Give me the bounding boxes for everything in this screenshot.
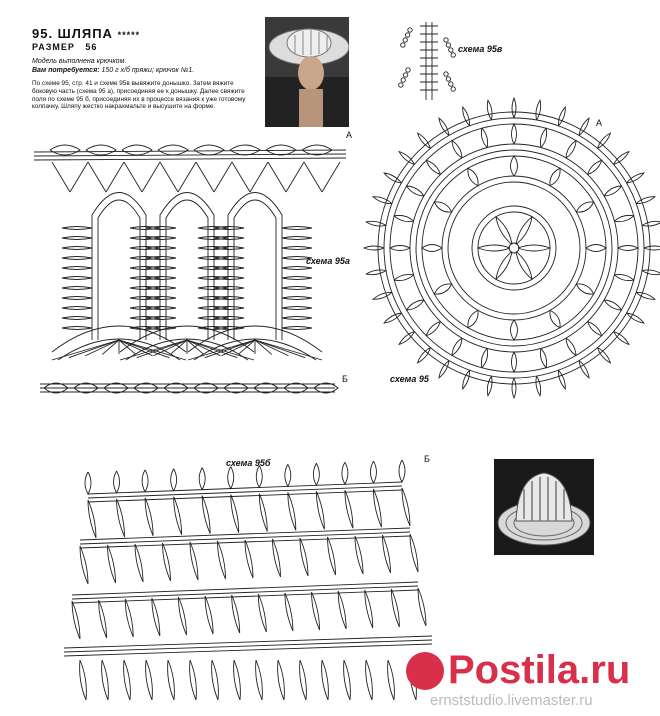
brim-petal (228, 467, 234, 489)
brim-petal (285, 464, 291, 486)
brim-petal (80, 660, 87, 700)
outer-petal (439, 361, 449, 378)
instructions-text: По схеме 95, стр. 41 и схеме 95в вывяжите донышко. Затем вяжите боковую часть (схема 95 а), присоединяя ее к донышку. Далее свяжите поля по схеме 95 б, присоединяя их в процессе вязания к уже готовому колпачку. Шляпу жестко накрахмальте и высушите на форме. (32, 80, 246, 111)
side-stitch (282, 287, 312, 290)
outer-petal (627, 173, 644, 183)
top-petal (50, 145, 80, 155)
materials-line: Вам потребуется: 150 г х/б пряжи; крючок №1. (32, 67, 195, 74)
side-stitch (198, 267, 228, 270)
side-stitch (62, 297, 92, 300)
picot (446, 77, 450, 81)
side-stitch (130, 257, 160, 260)
mid-petal (512, 352, 517, 372)
watermark-site: ernststudio.livemaster.ru (430, 692, 593, 709)
side-stitch (282, 227, 312, 230)
outer-petal (642, 221, 660, 226)
picot (451, 87, 455, 91)
brim-petal (300, 660, 307, 700)
picot (451, 53, 455, 57)
brim-petal (256, 660, 263, 700)
connector (322, 162, 340, 192)
picot (405, 33, 409, 37)
side-stitch (198, 287, 228, 290)
brim-petal (142, 470, 148, 492)
brim-petal (85, 472, 91, 494)
brim-petal (178, 597, 186, 635)
brim-petal (205, 596, 213, 634)
outer-petal (366, 221, 386, 226)
band-line (34, 158, 346, 160)
side-stitch (130, 277, 160, 280)
ring (384, 118, 644, 378)
side-stitch (62, 277, 92, 280)
brim-petal (114, 471, 120, 493)
ring (442, 176, 586, 320)
picot (446, 43, 450, 47)
size-line: РАЗМЕР 56 (32, 42, 98, 52)
fan-ray (255, 340, 289, 356)
side-stitch (282, 327, 312, 330)
top-petal (122, 145, 152, 155)
connector (304, 162, 322, 192)
picot (406, 68, 410, 72)
side-stitch (62, 267, 92, 270)
mid-petal (390, 246, 410, 251)
brim-petal (218, 541, 226, 579)
outer-petal (636, 197, 655, 204)
brim-petal (342, 462, 348, 484)
brim-petal (108, 545, 116, 583)
brim-petal (212, 660, 219, 700)
connector (196, 162, 214, 192)
brim-petal (168, 660, 175, 700)
ring (448, 182, 580, 314)
mid-petal (614, 215, 633, 221)
mid-petal (566, 141, 576, 158)
picot (449, 82, 453, 86)
mid-petal (604, 186, 621, 196)
inner-petal (586, 245, 606, 252)
side-stitch (62, 237, 92, 240)
connector (88, 162, 106, 192)
side-stitch (198, 237, 228, 240)
side-stitch (130, 237, 160, 240)
picot (401, 43, 405, 47)
brim-petal (383, 535, 391, 573)
side-stitch (282, 307, 312, 310)
brim-petal (366, 660, 373, 700)
outer-petal (439, 118, 449, 135)
picot (403, 38, 407, 42)
center-petal (516, 251, 532, 279)
connector (124, 162, 142, 192)
mid-petal (426, 322, 440, 336)
brim-petal (288, 492, 296, 530)
mid-petal (452, 141, 462, 158)
brim-petal (344, 660, 351, 700)
side-stitch (62, 247, 92, 250)
mid-petal (426, 160, 440, 174)
side-stitch (198, 277, 228, 280)
brim-petal (117, 499, 125, 537)
mid-petal (618, 246, 638, 251)
pattern-title: 95. ШЛЯПА ***** (32, 26, 141, 41)
side-stitch (62, 287, 92, 290)
mid-petal (407, 186, 424, 196)
marker-a-95: А (596, 118, 603, 128)
mid-petal (452, 338, 462, 355)
brim-petal (365, 590, 373, 628)
outer-petal (366, 270, 386, 275)
picot (408, 28, 412, 32)
outer-petal (487, 100, 492, 120)
schema-95b-label: схема 95б (226, 458, 271, 468)
picot (403, 73, 407, 77)
brim-petal (322, 660, 329, 700)
brim-petal (259, 493, 267, 531)
inner-petal (576, 202, 593, 212)
brim-petal (72, 601, 80, 639)
ring (390, 124, 638, 372)
outer-petal (512, 98, 516, 118)
schema-95-label: схема 95 (390, 374, 429, 384)
outer-petal (579, 118, 589, 135)
outer-petal (636, 292, 655, 299)
top-petal (86, 145, 116, 155)
schema-95v-label: схема 95в (458, 44, 503, 54)
brim-petal (388, 660, 395, 700)
inner-petal (434, 284, 451, 294)
top-petal (230, 145, 260, 155)
band-line (34, 154, 346, 156)
connector (286, 162, 304, 192)
inner-petal (511, 320, 518, 340)
brim-petal (245, 540, 253, 578)
connector (214, 162, 232, 192)
mid-petal (394, 274, 413, 280)
side-stitch (62, 317, 92, 320)
outer-petal (512, 378, 516, 398)
mid-petal (481, 348, 487, 367)
connector (142, 162, 160, 192)
brim-petal (145, 498, 153, 536)
brim-petal (102, 660, 109, 700)
watermark-brand: Postila.ru (448, 648, 631, 692)
center-petal (518, 245, 550, 251)
postila-logo-icon (406, 652, 444, 690)
outer-petal (463, 370, 470, 389)
inner-petal (550, 168, 560, 185)
fan-ray (255, 340, 322, 360)
mid-petal (394, 215, 413, 221)
side-stitch (282, 267, 312, 270)
brim-petal (124, 660, 131, 700)
outer-petal (558, 370, 565, 389)
brim-petal (391, 589, 399, 627)
outer-petal (364, 246, 384, 250)
brim-petal (338, 591, 346, 629)
brim-petal (174, 497, 182, 535)
side-stitch (282, 317, 312, 320)
connector (268, 162, 286, 192)
brim-petal (278, 660, 285, 700)
ring (422, 156, 606, 340)
side-stitch (62, 257, 92, 260)
brim-petal (231, 495, 239, 533)
mid-petal (512, 124, 517, 144)
side-stitch (130, 297, 160, 300)
connector (52, 162, 70, 192)
outer-petal (384, 313, 401, 323)
side-stitch (198, 257, 228, 260)
outer-petal (536, 100, 541, 120)
brim-petal (399, 460, 405, 482)
side-stitch (282, 297, 312, 300)
band-line (34, 150, 346, 152)
picot (444, 38, 448, 42)
outer-petal (642, 270, 660, 275)
brim-petal (410, 534, 418, 572)
fan-ray (86, 340, 120, 356)
brim-petal (258, 594, 266, 632)
brim-petal (163, 543, 171, 581)
brim-petal (202, 496, 210, 534)
brim-petal (316, 491, 324, 529)
brim-petal (88, 500, 96, 538)
inner-petal (468, 310, 478, 327)
brim-petal (402, 488, 410, 526)
inner-petal (468, 168, 478, 185)
brim-petal (300, 538, 308, 576)
center-petal (496, 251, 512, 279)
side-stitch (130, 307, 160, 310)
brim-petal (345, 490, 353, 528)
center-petal (496, 217, 512, 245)
side-stitch (130, 327, 160, 330)
brim-band (72, 590, 418, 603)
center-petal (478, 245, 510, 251)
outer-petal (579, 361, 589, 378)
connector (106, 162, 124, 192)
brim-petal (273, 539, 281, 577)
inner-petal (576, 284, 593, 294)
schema-95a-label: схема 95а (306, 256, 350, 266)
brim-petal (152, 598, 160, 636)
inner-petal (550, 310, 560, 327)
outer-petal (644, 246, 660, 250)
ring (416, 150, 612, 346)
brim-petal (312, 592, 320, 630)
inner-petal (434, 202, 451, 212)
marker-a-95a: А (346, 130, 353, 140)
side-stitch (130, 287, 160, 290)
brim-petal (256, 465, 262, 487)
connector (232, 162, 250, 192)
model-note: Модель выполнена крючком. (32, 58, 127, 65)
mid-petal (588, 322, 602, 336)
outer-petal (373, 197, 392, 204)
top-petal (158, 145, 188, 155)
center-petal (516, 217, 532, 245)
brim-petal (190, 660, 197, 700)
side-stitch (198, 327, 228, 330)
mid-petal (614, 274, 633, 280)
side-stitch (198, 227, 228, 230)
mid-petal (481, 128, 487, 147)
brim-petal (125, 599, 133, 637)
brim-petal (418, 588, 426, 626)
brim-petal (232, 595, 240, 633)
connector (178, 162, 196, 192)
outer-petal (487, 376, 492, 396)
brim-petal (146, 660, 153, 700)
picot (399, 83, 403, 87)
ring (472, 206, 556, 290)
mid-petal (588, 160, 602, 174)
side-stitch (198, 317, 228, 320)
mid-petal (566, 338, 576, 355)
connector (160, 162, 178, 192)
picot (449, 48, 453, 52)
brim-petal (313, 463, 319, 485)
brim-petal (285, 593, 293, 631)
brim-petal (370, 461, 376, 483)
outer-petal (627, 313, 644, 323)
inner-petal (422, 245, 442, 252)
outer-petal (463, 107, 470, 126)
brim-petal (190, 542, 198, 580)
side-stitch (282, 237, 312, 240)
ring (478, 212, 550, 284)
ring (378, 112, 650, 384)
mid-petal (604, 300, 621, 310)
side-stitch (130, 317, 160, 320)
side-stitch (198, 247, 228, 250)
outer-petal (536, 376, 541, 396)
inner-petal (511, 156, 518, 176)
marker-b-95a: Б (342, 374, 348, 384)
brim-petal (135, 544, 143, 582)
outer-petal (558, 107, 565, 126)
mid-petal (540, 348, 546, 367)
brim-petal (199, 468, 205, 490)
mid-petal (540, 128, 546, 147)
side-stitch (198, 297, 228, 300)
picot (401, 78, 405, 82)
outer-petal (384, 173, 401, 183)
side-stitch (282, 277, 312, 280)
brim-petal (99, 600, 107, 638)
brim-petal (171, 469, 177, 491)
brim-petal (355, 536, 363, 574)
brim-petal (373, 489, 381, 527)
connector (70, 162, 88, 192)
center-ring (509, 243, 519, 253)
side-stitch (62, 307, 92, 310)
mid-petal (407, 300, 424, 310)
picot (444, 72, 448, 76)
brim-petal (80, 546, 88, 584)
brim-petal (234, 660, 241, 700)
side-stitch (130, 267, 160, 270)
side-stitch (282, 247, 312, 250)
outer-petal (373, 292, 392, 299)
brim-petal (328, 537, 336, 575)
side-stitch (130, 247, 160, 250)
side-stitch (62, 227, 92, 230)
connector (250, 162, 268, 192)
top-petal (194, 145, 224, 155)
marker-b-95b: Б (424, 454, 430, 464)
fan-ray (52, 340, 119, 360)
side-stitch (62, 327, 92, 330)
side-stitch (198, 307, 228, 310)
side-stitch (130, 227, 160, 230)
